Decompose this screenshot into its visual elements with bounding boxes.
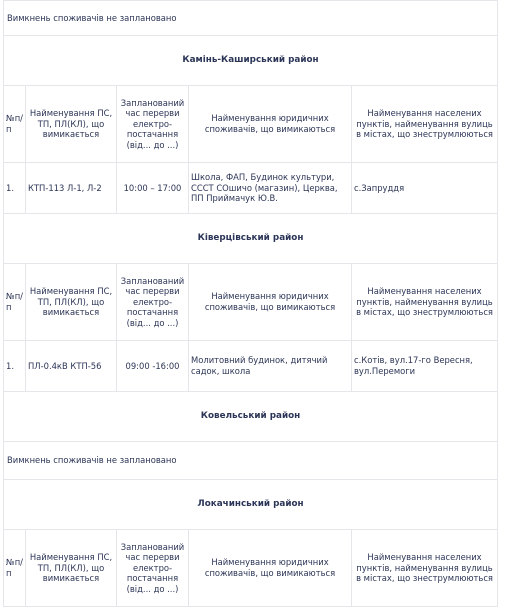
header-ps: Найменування ПС, ТП, ПЛ(КЛ), що вимикається	[26, 86, 117, 163]
cell-time: 09:00 -16:00	[117, 341, 189, 392]
cell-places: с.Котів, вул.17-го Вересня, вул.Перемоги	[352, 341, 498, 392]
district-title-row	[4, 480, 498, 530]
cell-legal: Школа, ФАП, Будинок культури, СССТ СОшичо (магазин), Церква, ПП Приймачук Ю.В.	[189, 163, 352, 214]
district-title: Ковельський район	[4, 392, 498, 442]
header-ps: Найменування ПС, ТП, ПЛ(КЛ), що вимикається	[26, 264, 117, 341]
district-title: Локачинський район	[4, 480, 498, 530]
table-row	[4, 163, 498, 214]
header-time: Запланований час перерви електро-постачання (від... до ...)	[117, 86, 189, 163]
cell-ps: КТП-113 Л-1, Л-2	[26, 163, 117, 214]
no-outages-row	[4, 1, 498, 36]
table-header-row	[4, 86, 498, 163]
header-places: Найменування населених пунктів, найменування вулиць в містах, що знеструмлюються	[352, 530, 498, 607]
cell-time: 10:00 – 17:00	[117, 163, 189, 214]
district-title: Ківерцівський район	[4, 214, 498, 264]
district-title: Камінь-Каширський район	[4, 36, 498, 86]
table-row	[4, 341, 498, 392]
header-time: Запланований час перерви електро-постачання (від... до ...)	[117, 264, 189, 341]
header-places: Найменування населених пунктів, найменування вулиць в містах, що знеструмлюються	[352, 264, 498, 341]
cell-ps: ПЛ-0.4кВ КТП-56	[26, 341, 117, 392]
district-title-row	[4, 392, 498, 442]
header-legal: Найменування юридичних споживачів, що вимикаються	[189, 264, 352, 341]
header-num: №п/п	[4, 530, 26, 607]
table-header-row	[4, 264, 498, 341]
header-num: №п/п	[4, 264, 26, 341]
district-title-row	[4, 214, 498, 264]
district-title-row	[4, 36, 498, 86]
header-time: Запланований час перерви електро-постачання (від... до ...)	[117, 530, 189, 607]
cell-places: с.Запруддя	[352, 163, 498, 214]
table-header-row	[4, 530, 498, 607]
header-num: №п/п	[4, 86, 26, 163]
header-ps: Найменування ПС, ТП, ПЛ(КЛ), що вимикається	[26, 530, 117, 607]
header-legal: Найменування юридичних споживачів, що вимикаються	[189, 530, 352, 607]
header-legal: Найменування юридичних споживачів, що вимикаються	[189, 86, 352, 163]
cell-legal: Молитовний будинок, дитячий садок, школа	[189, 341, 352, 392]
outage-schedule	[3, 0, 497, 607]
outage-table	[3, 0, 498, 607]
cell-num: 1.	[4, 341, 26, 392]
cell-num: 1.	[4, 163, 26, 214]
no-outages-note: Вимкнень споживачів не заплановано	[4, 442, 498, 480]
header-places: Найменування населених пунктів, найменування вулиць в містах, що знеструмлюються	[352, 86, 498, 163]
no-outages-row	[4, 442, 498, 480]
no-outages-note: Вимкнень споживачів не заплановано	[4, 1, 498, 36]
